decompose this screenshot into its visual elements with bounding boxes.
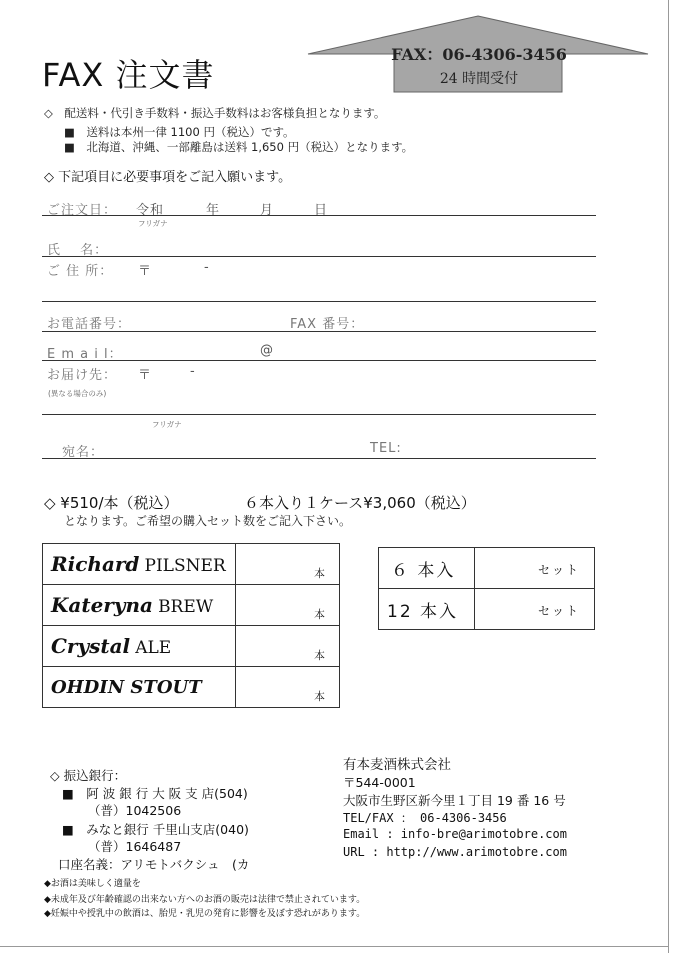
address-postal-dash: - [204, 260, 210, 275]
set-label: 12 本入 [387, 601, 459, 622]
note-fees: ◇ 配送料・代引き手数料・振込手数料はお客様負担となります。 [44, 106, 386, 120]
set-label-cell [379, 548, 475, 589]
account-holder: 口座名義：アリモトバクシュ (カ [58, 857, 250, 872]
beer-name-script: Crystal [51, 634, 131, 658]
order-date-line[interactable] [42, 215, 596, 216]
delivery-postal-dash: - [190, 364, 196, 379]
address-label: ご 住 所： [47, 264, 114, 279]
bank1-name: ■ 阿 波 銀 行 大 阪 支 店(504) [62, 786, 248, 801]
fax-badge-hours: 24 時間受付 [439, 71, 519, 87]
company-postal: 〒544-0001 [343, 775, 416, 790]
note-shipping-main: ■ 送料は本州一律 1100 円（税込）です。 [64, 125, 295, 139]
order-date-label: ご注文日： [47, 203, 118, 218]
order-date-month: 月 [260, 203, 275, 218]
beer-name-cell [43, 667, 236, 708]
set-row-12 [379, 589, 595, 630]
warning-pregnancy: ◆妊娠中や授乳中の飲酒は、胎児・乳児の発育に影響を及ぼす恐れがあります。 [44, 909, 366, 919]
beer-name-script: OHDIN STOUT [51, 676, 202, 698]
company-telfax: TEL/FAX ： 06-4306-3456 [343, 811, 507, 825]
beer-quantity-input[interactable] [236, 544, 340, 585]
beer-name-script: Richard [51, 552, 140, 576]
beer-unit: 本 [314, 649, 325, 662]
beer-quantity-input[interactable] [236, 585, 340, 626]
recipient-line[interactable] [42, 458, 596, 459]
fax-badge-number: FAX：06-4306-3456 [391, 45, 567, 64]
set-row-6 [379, 548, 595, 589]
beer-unit: 本 [314, 608, 325, 621]
recipient-furigana: フリガナ [152, 420, 182, 429]
order-date-day: 日 [314, 203, 329, 218]
note-shipping-remote: ■ 北海道、沖縄、一部離島は送料 1,650 円（税込）となります。 [64, 140, 414, 154]
company-address: 大阪市生野区新今里１丁目 19 番 16 号 [343, 793, 566, 808]
beer-name-cell [43, 626, 236, 667]
order-date-era: 令和 [136, 203, 165, 218]
set-unit: セット [537, 603, 580, 618]
pricing-instruction: となります。ご希望の購入セット数をご記入下さい。 [64, 514, 352, 528]
page-right-edge [668, 0, 669, 953]
beer-unit: 本 [314, 690, 325, 703]
delivery-label: お届け先： [47, 368, 118, 383]
set-order-table [378, 547, 595, 630]
phone-label: お電話番号： [47, 317, 132, 332]
address-line[interactable] [42, 301, 596, 302]
beer-name-cell [43, 544, 236, 585]
bank-heading: ◇ 振込銀行： [50, 768, 127, 783]
case-price: ６本入り１ケース¥3,060（税込） [244, 494, 476, 512]
beer-quantity-input[interactable] [236, 667, 340, 708]
warning-minors: ◆未成年及び年齢確認の出来ない方へのお酒の販売は法律で禁止されています。 [44, 895, 366, 905]
beer-quantity-input[interactable] [236, 626, 340, 667]
beer-name-type: ALE [135, 638, 172, 658]
company-email: Email : info-bre@arimotobre.com [343, 827, 567, 841]
set-quantity-input[interactable] [475, 589, 595, 630]
company-name: 有本麦酒株式会社 [343, 757, 451, 773]
set-label-cell [379, 589, 475, 630]
set-unit: セット [537, 562, 580, 577]
name-line[interactable] [42, 256, 596, 257]
name-furigana: フリガナ [138, 219, 168, 228]
delivery-note: (異なる場合のみ) [48, 389, 107, 398]
form-heading: ◇ 下記項目に必要事項をご記入願います。 [44, 170, 292, 185]
beer-name-script: Kateryna [51, 593, 153, 617]
email-label: E m a i l： [47, 347, 123, 362]
phone-fax-line[interactable] [42, 331, 596, 332]
beer-name-type: PILSNER [144, 556, 226, 576]
email-line[interactable] [42, 360, 596, 361]
beer-row-crystal [43, 626, 340, 667]
recipient-label: 宛名： [62, 445, 105, 460]
beer-row-kateryna [43, 585, 340, 626]
bank2-name: ■ みなと銀行 千里山支店(040) [62, 822, 249, 837]
bank1-account: （普）1042506 [88, 803, 182, 818]
set-quantity-input[interactable] [475, 548, 595, 589]
bank2-account: （普）1646487 [88, 839, 182, 854]
beer-order-table [42, 543, 340, 708]
email-at-mark: @ [260, 343, 274, 358]
beer-row-richard [43, 544, 340, 585]
recipient-tel-label: TEL: [370, 441, 402, 456]
address-postal-mark: 〒 [138, 264, 153, 279]
beer-name-cell [43, 585, 236, 626]
name-label: 氏 名： [47, 243, 109, 258]
delivery-line[interactable] [42, 414, 596, 415]
set-label: ６ 本入 [391, 560, 456, 581]
order-date-year: 年 [206, 203, 221, 218]
delivery-postal-mark: 〒 [138, 368, 153, 383]
page-title: FAX 注文書 [42, 56, 215, 94]
beer-row-ohdin [43, 667, 340, 708]
company-url: URL : http://www.arimotobre.com [343, 845, 567, 859]
unit-price: ◇ ¥510/本（税込） [44, 494, 179, 512]
page-bottom-edge [0, 946, 668, 947]
beer-unit: 本 [314, 567, 325, 580]
beer-name-type: BREW [158, 597, 214, 617]
fax-label: FAX 番号： [290, 317, 365, 332]
warning-moderation: ◆お酒は美味しく適量を [44, 879, 141, 889]
